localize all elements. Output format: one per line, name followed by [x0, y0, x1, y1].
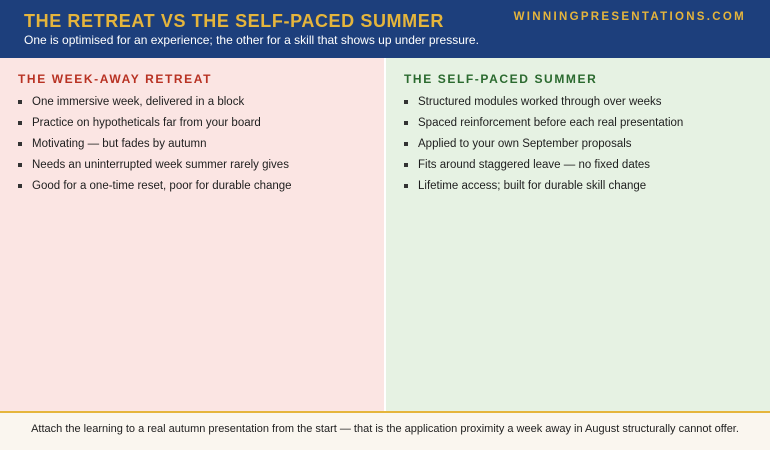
- list-item: One immersive week, delivered in a block: [18, 95, 292, 116]
- list-item: Practice on hypotheticals far from your board: [18, 116, 292, 137]
- list-item: Structured modules worked through over weeks: [404, 95, 683, 116]
- header-bar: [0, 0, 770, 58]
- brand-label: WINNINGPRESENTATIONS.COM: [513, 11, 746, 23]
- list-item: Motivating — but fades by autumn: [18, 137, 292, 158]
- footer-bar: [0, 411, 770, 450]
- retreat-panel: [0, 58, 384, 411]
- self-paced-list: [404, 95, 683, 200]
- list-item: Fits around staggered leave — no fixed dates: [404, 158, 683, 179]
- list-item: Spaced reinforcement before each real presentation: [404, 116, 683, 137]
- page-subtitle: One is optimised for an experience; the other for a skill that shows up under pressure.: [24, 33, 479, 47]
- retreat-heading: THE WEEK-AWAY RETREAT: [18, 72, 213, 86]
- list-item: Lifetime access; built for durable skill change: [404, 179, 683, 200]
- list-item: Needs an uninterrupted week summer rarely gives: [18, 158, 292, 179]
- footer-note: Attach the learning to a real autumn presentation from the start — that is the application proximity a week away in August structurally cannot offer.: [31, 423, 739, 435]
- list-item: Good for a one-time reset, poor for durable change: [18, 179, 292, 200]
- self-paced-panel: [386, 58, 770, 411]
- list-item: Applied to your own September proposals: [404, 137, 683, 158]
- page-title: THE RETREAT VS THE SELF-PACED SUMMER: [24, 11, 444, 31]
- self-paced-heading: THE SELF-PACED SUMMER: [404, 72, 598, 86]
- retreat-list: [18, 95, 292, 200]
